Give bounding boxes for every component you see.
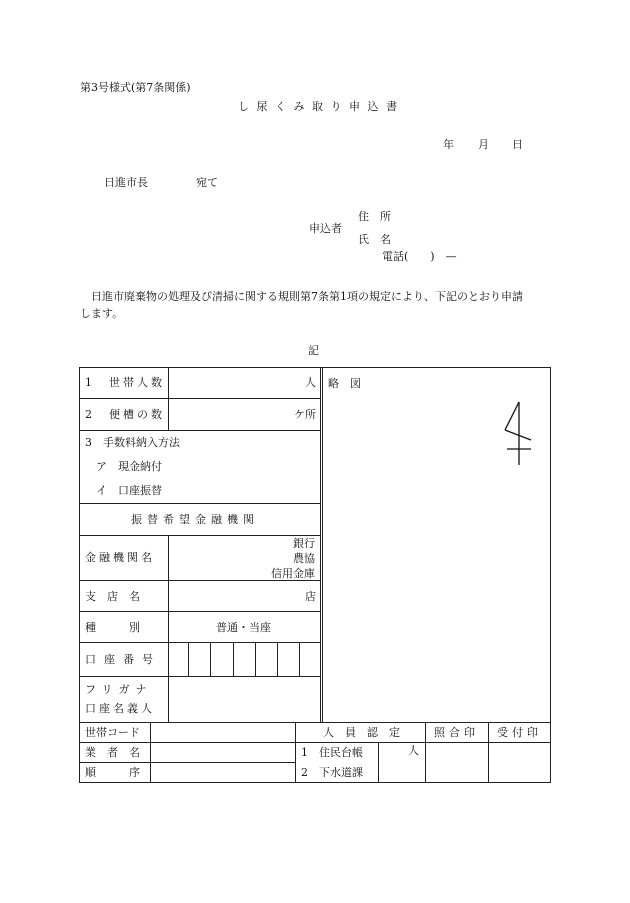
toilet-count-label: 2 便槽の数: [85, 408, 165, 421]
account-type-value: 普通・当座: [216, 621, 271, 634]
person-unit: 人: [408, 744, 419, 757]
addressee-mayor: 日進市長: [104, 176, 148, 189]
date-month: 月: [478, 138, 489, 151]
resident-registry-label: 1 住民台帳: [301, 746, 363, 759]
applicant-phone-label: 電話( ) —: [382, 250, 457, 263]
bank-type-credit: 信用金庫: [271, 567, 315, 580]
addressee-suffix: 宛て: [196, 176, 218, 189]
payment-method-label: 3 手数料納入方法: [85, 436, 180, 449]
vendor-name-label: 業 者 名: [85, 746, 140, 759]
north-arrow-icon: [498, 398, 538, 468]
household-count-unit: 人: [305, 376, 316, 389]
ki-heading: 記: [308, 344, 319, 357]
applicant-address-label: 住 所: [358, 210, 391, 223]
body-text-line1: 日進市廃棄物の処理及び清掃に関する規則第7条第1項の規定により、下記のとおり申請: [91, 290, 523, 303]
payment-option-transfer: イ 口座振替: [96, 484, 162, 497]
applicant-name-label: 氏 名: [358, 233, 391, 246]
bank-type-agri: 農協: [293, 552, 315, 565]
form-number: 第3号様式(第7条関係): [80, 81, 191, 94]
bank-type-bank: 銀行: [293, 537, 315, 550]
branch-label: 支 店 名: [85, 590, 140, 603]
check-seal-label: 照合印: [434, 726, 479, 739]
applicant-label: 申込者: [309, 222, 342, 235]
account-holder-label: 口座名義人: [85, 702, 155, 715]
household-count-label: 1 世帯人数: [85, 376, 165, 389]
date-year: 年: [443, 138, 454, 151]
received-seal-label: 受付印: [497, 726, 542, 739]
sewer-division-label: 2 下水道課: [301, 766, 363, 779]
payment-option-cash: ア 現金納付: [96, 460, 162, 473]
bank-name-label: 金融機関名: [85, 551, 155, 564]
furigana-label: フリガナ: [85, 683, 153, 696]
body-text-line2: します。: [80, 307, 124, 320]
household-code-label: 世帯コード: [85, 726, 140, 739]
page-title: し 尿 く み 取 り 申 込 書: [238, 100, 399, 113]
map-label: 略 図: [328, 377, 361, 390]
account-type-label: 種 別: [85, 621, 140, 634]
bank-section-title: 振替希望金融機関: [131, 513, 259, 526]
personnel-title: 人 員 認 定: [323, 726, 400, 739]
order-label: 順 序: [85, 766, 140, 779]
account-number-label: 口座番号: [85, 653, 161, 666]
branch-unit: 店: [305, 590, 316, 603]
date-day: 日: [512, 138, 523, 151]
toilet-count-unit: ケ所: [294, 408, 316, 421]
